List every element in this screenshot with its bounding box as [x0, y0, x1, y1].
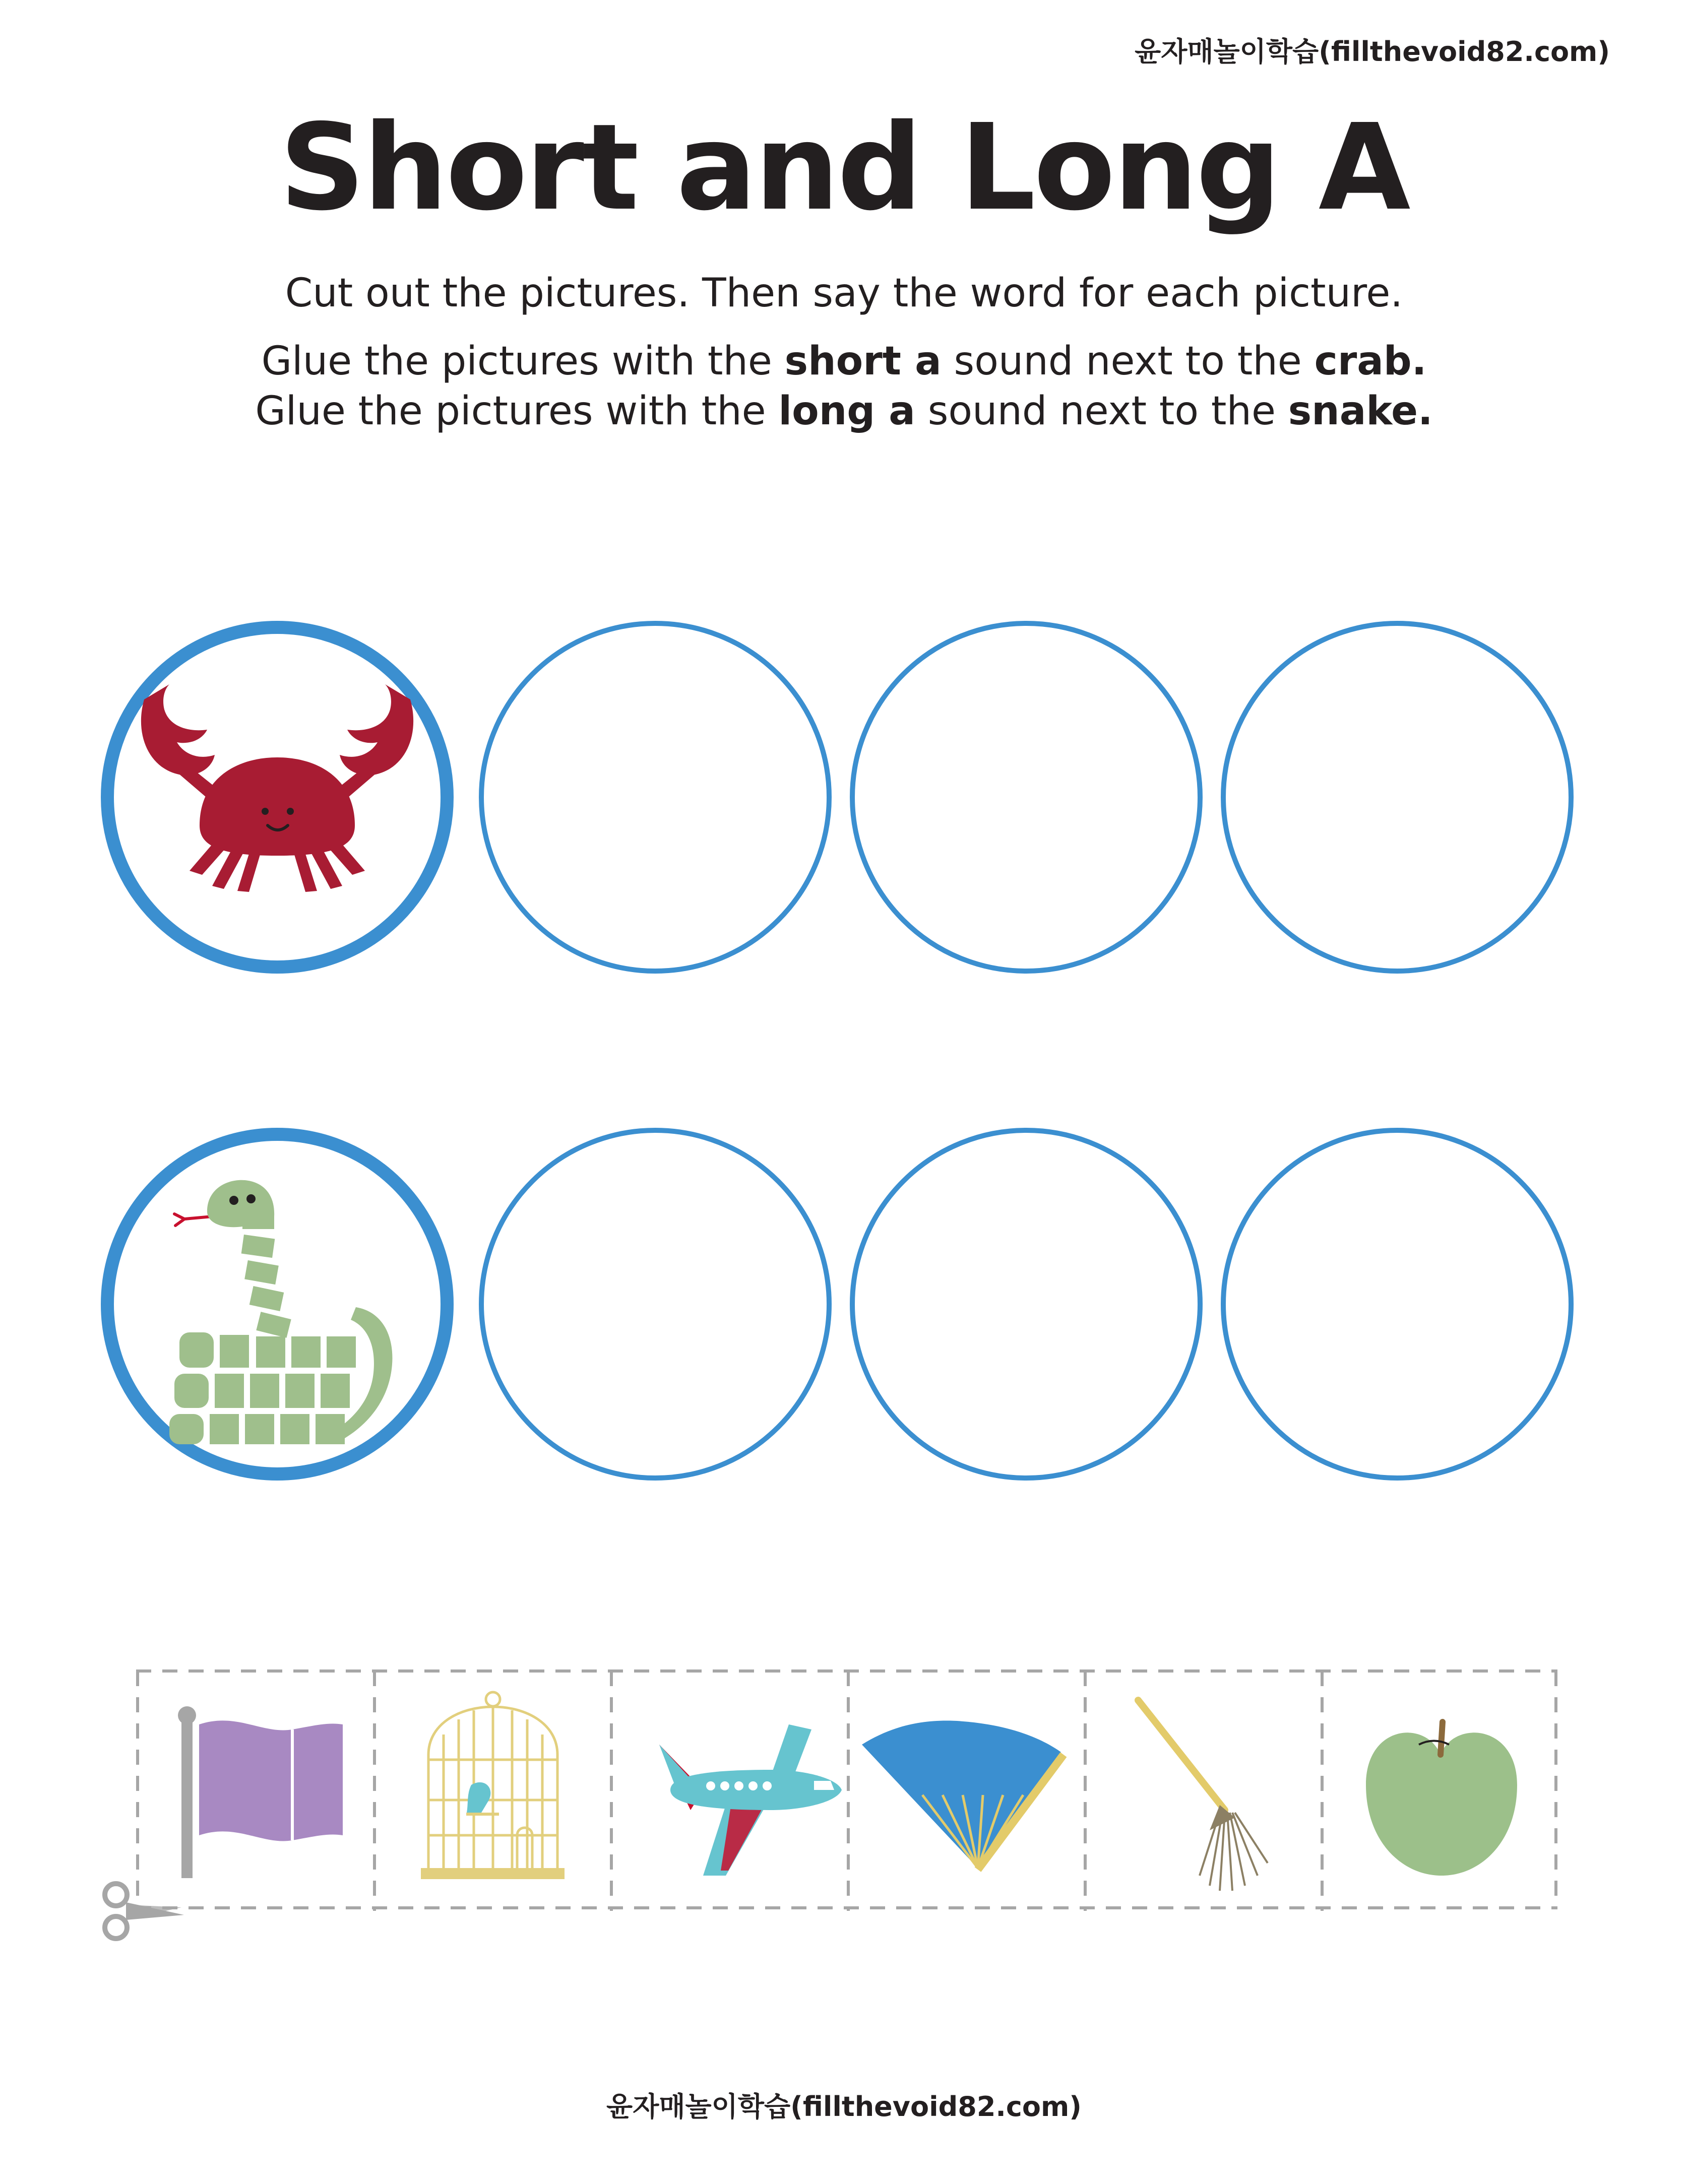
cut-out-strip	[136, 1669, 1557, 1911]
crab-icon	[114, 634, 441, 960]
glue-slot-short-a-2[interactable]	[850, 621, 1203, 974]
glue-slot-long-a-1[interactable]	[479, 1128, 832, 1481]
crab-key-circle	[101, 621, 454, 974]
apple-icon[interactable]	[1366, 1722, 1517, 1876]
instruction-text: sound next to the	[941, 339, 1315, 384]
glue-slot-long-a-3[interactable]	[1221, 1128, 1574, 1481]
instruction-emphasis-crab: crab.	[1314, 339, 1427, 384]
credit-top: 윤자매놀이학습(fillthevoid82.com)	[1135, 36, 1610, 68]
instruction-line-1: Cut out the pictures. Then say the word for each picture.	[285, 271, 1403, 316]
birdcage-icon[interactable]	[421, 1692, 565, 1879]
snake-icon	[114, 1141, 441, 1467]
fan-icon[interactable]	[862, 1721, 1064, 1870]
instruction-text: Glue the pictures with the	[261, 339, 785, 384]
instruction-line-3	[0, 389, 1688, 434]
glue-slot-long-a-2[interactable]	[850, 1128, 1203, 1481]
instruction-emphasis-long-a: long a	[778, 389, 915, 434]
instruction-line-2	[0, 339, 1688, 384]
glue-slot-short-a-1[interactable]	[479, 621, 832, 974]
credit-bottom: 윤자매놀이학습(fillthevoid82.com)	[606, 2091, 1082, 2123]
rake-icon[interactable]	[1138, 1700, 1268, 1891]
scissors-icon	[98, 1880, 189, 1945]
airplane-icon[interactable]	[659, 1724, 842, 1876]
cut-lines	[136, 1671, 1557, 1911]
instruction-emphasis-short-a: short a	[784, 339, 942, 384]
snake-key-circle	[101, 1128, 454, 1481]
instruction-text: Glue the pictures with the	[255, 389, 779, 434]
glue-slot-short-a-3[interactable]	[1221, 621, 1574, 974]
flag-icon[interactable]	[178, 1706, 343, 1878]
page-title: Short and Long A	[279, 98, 1409, 237]
instruction-emphasis-snake: snake.	[1288, 389, 1433, 434]
instruction-text: sound next to the	[915, 389, 1288, 434]
